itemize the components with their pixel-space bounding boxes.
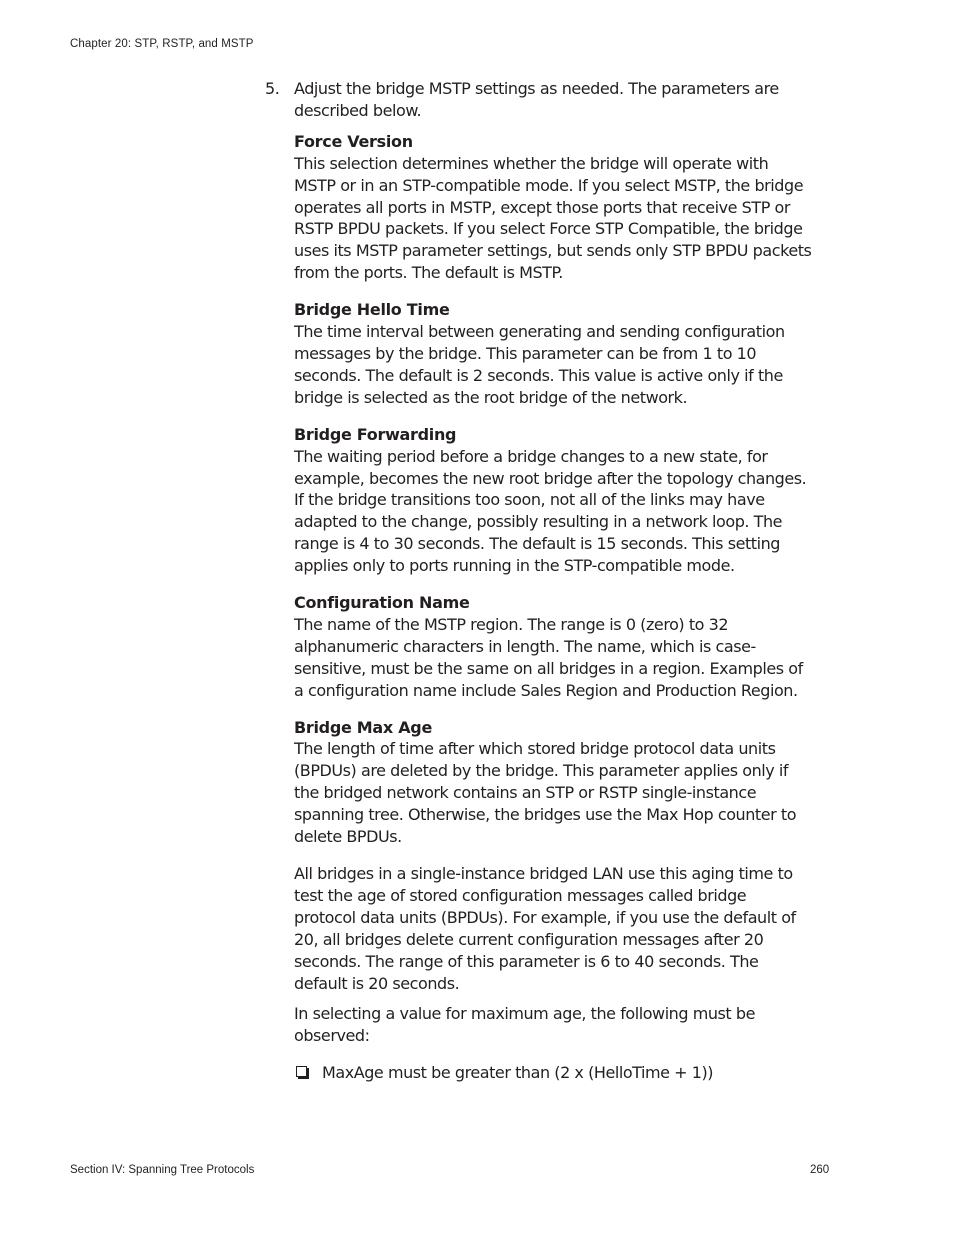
paragraph-aging-time: All bridges in a single-instance bridged LAN use this aging time to test the age of stored configuration messages called bridge protocol data units (BPDUs). For example, if you use the default of 20, all bridges delete current configuration messages after 20 seconds. The range of this parameter is 6 to 40 seconds. The default is 20 seconds. bbox=[294, 864, 796, 993]
body-text bbox=[265, 78, 812, 1084]
section-title: Bridge Hello Time bbox=[294, 300, 450, 320]
section-bridge-forwarding bbox=[294, 424, 812, 577]
section-title: Force Version bbox=[294, 131, 413, 151]
paragraph-max-age-rule: In selecting a value for maximum age, the following must be observed: bbox=[294, 1004, 755, 1046]
list-item bbox=[294, 1062, 812, 1084]
section-bridge-max-age bbox=[294, 717, 812, 848]
step-item bbox=[265, 78, 812, 122]
section-title: Bridge Forwarding bbox=[294, 424, 457, 444]
step-text: Adjust the bridge MSTP settings as needed. The parameters are described below. bbox=[294, 79, 779, 120]
checkbox-icon bbox=[296, 1066, 307, 1077]
step-number: 5. bbox=[265, 79, 280, 98]
section-body: The waiting period before a bridge changes to a new state, for example, becomes the new root bridge after the topology changes. If the bridge transitions too soon, not all of the links may have adapted to the change, possibly resulting in a network loop. The range is 4 to 30 seconds. The default is 15 seconds. This setting applies only to ports running in the STP-compatible mode. bbox=[294, 446, 807, 576]
section-body: The time interval between generating and sending configuration messages by the bridge. This parameter can be from 1 to 10 seconds. The default is 2 seconds. This value is active only if the bridge is selected as the root bridge of the network. bbox=[294, 322, 785, 407]
section-configuration-name bbox=[294, 592, 812, 702]
section-body: The length of time after which stored bridge protocol data units (BPDUs) are deleted by the bridge. This parameter applies only if the bridged network contains an STP or RSTP single-instance spanning tree. Otherwise, the bridges use the Max Hop counter to delete BPDUs. bbox=[294, 739, 797, 847]
page-number: 260 bbox=[810, 1164, 830, 1176]
running-footer-section: Section IV: Spanning Tree Protocols bbox=[70, 1164, 255, 1176]
list-item-text: MaxAge must be greater than (2 x (HelloTime + 1)) bbox=[322, 1063, 714, 1083]
section-title: Configuration Name bbox=[294, 593, 470, 613]
section-title: Bridge Max Age bbox=[294, 717, 432, 737]
section-body: The name of the MSTP region. The range is 0 (zero) to 32 alphanumeric characters in length. The name, which is case-sensitive, must be the same on all bridges in a region. Examples of a configuration name include Sales Region and Production Region. bbox=[294, 614, 803, 700]
section-force-version bbox=[294, 131, 812, 284]
section-bridge-hello-time bbox=[294, 299, 812, 409]
running-header: Chapter 20: STP, RSTP, and MSTP bbox=[70, 38, 254, 50]
section-body: This selection determines whether the bridge will operate with MSTP or in an STP-compatible mode. If you select MSTP, the bridge operates all ports in MSTP, except those ports that receive STP or RSTP BPDU packets. If you select Force STP Compatible, the bridge uses its MSTP parameter settings, but sends only STP BPDU packets from the ports. The default is MSTP. bbox=[294, 153, 812, 283]
